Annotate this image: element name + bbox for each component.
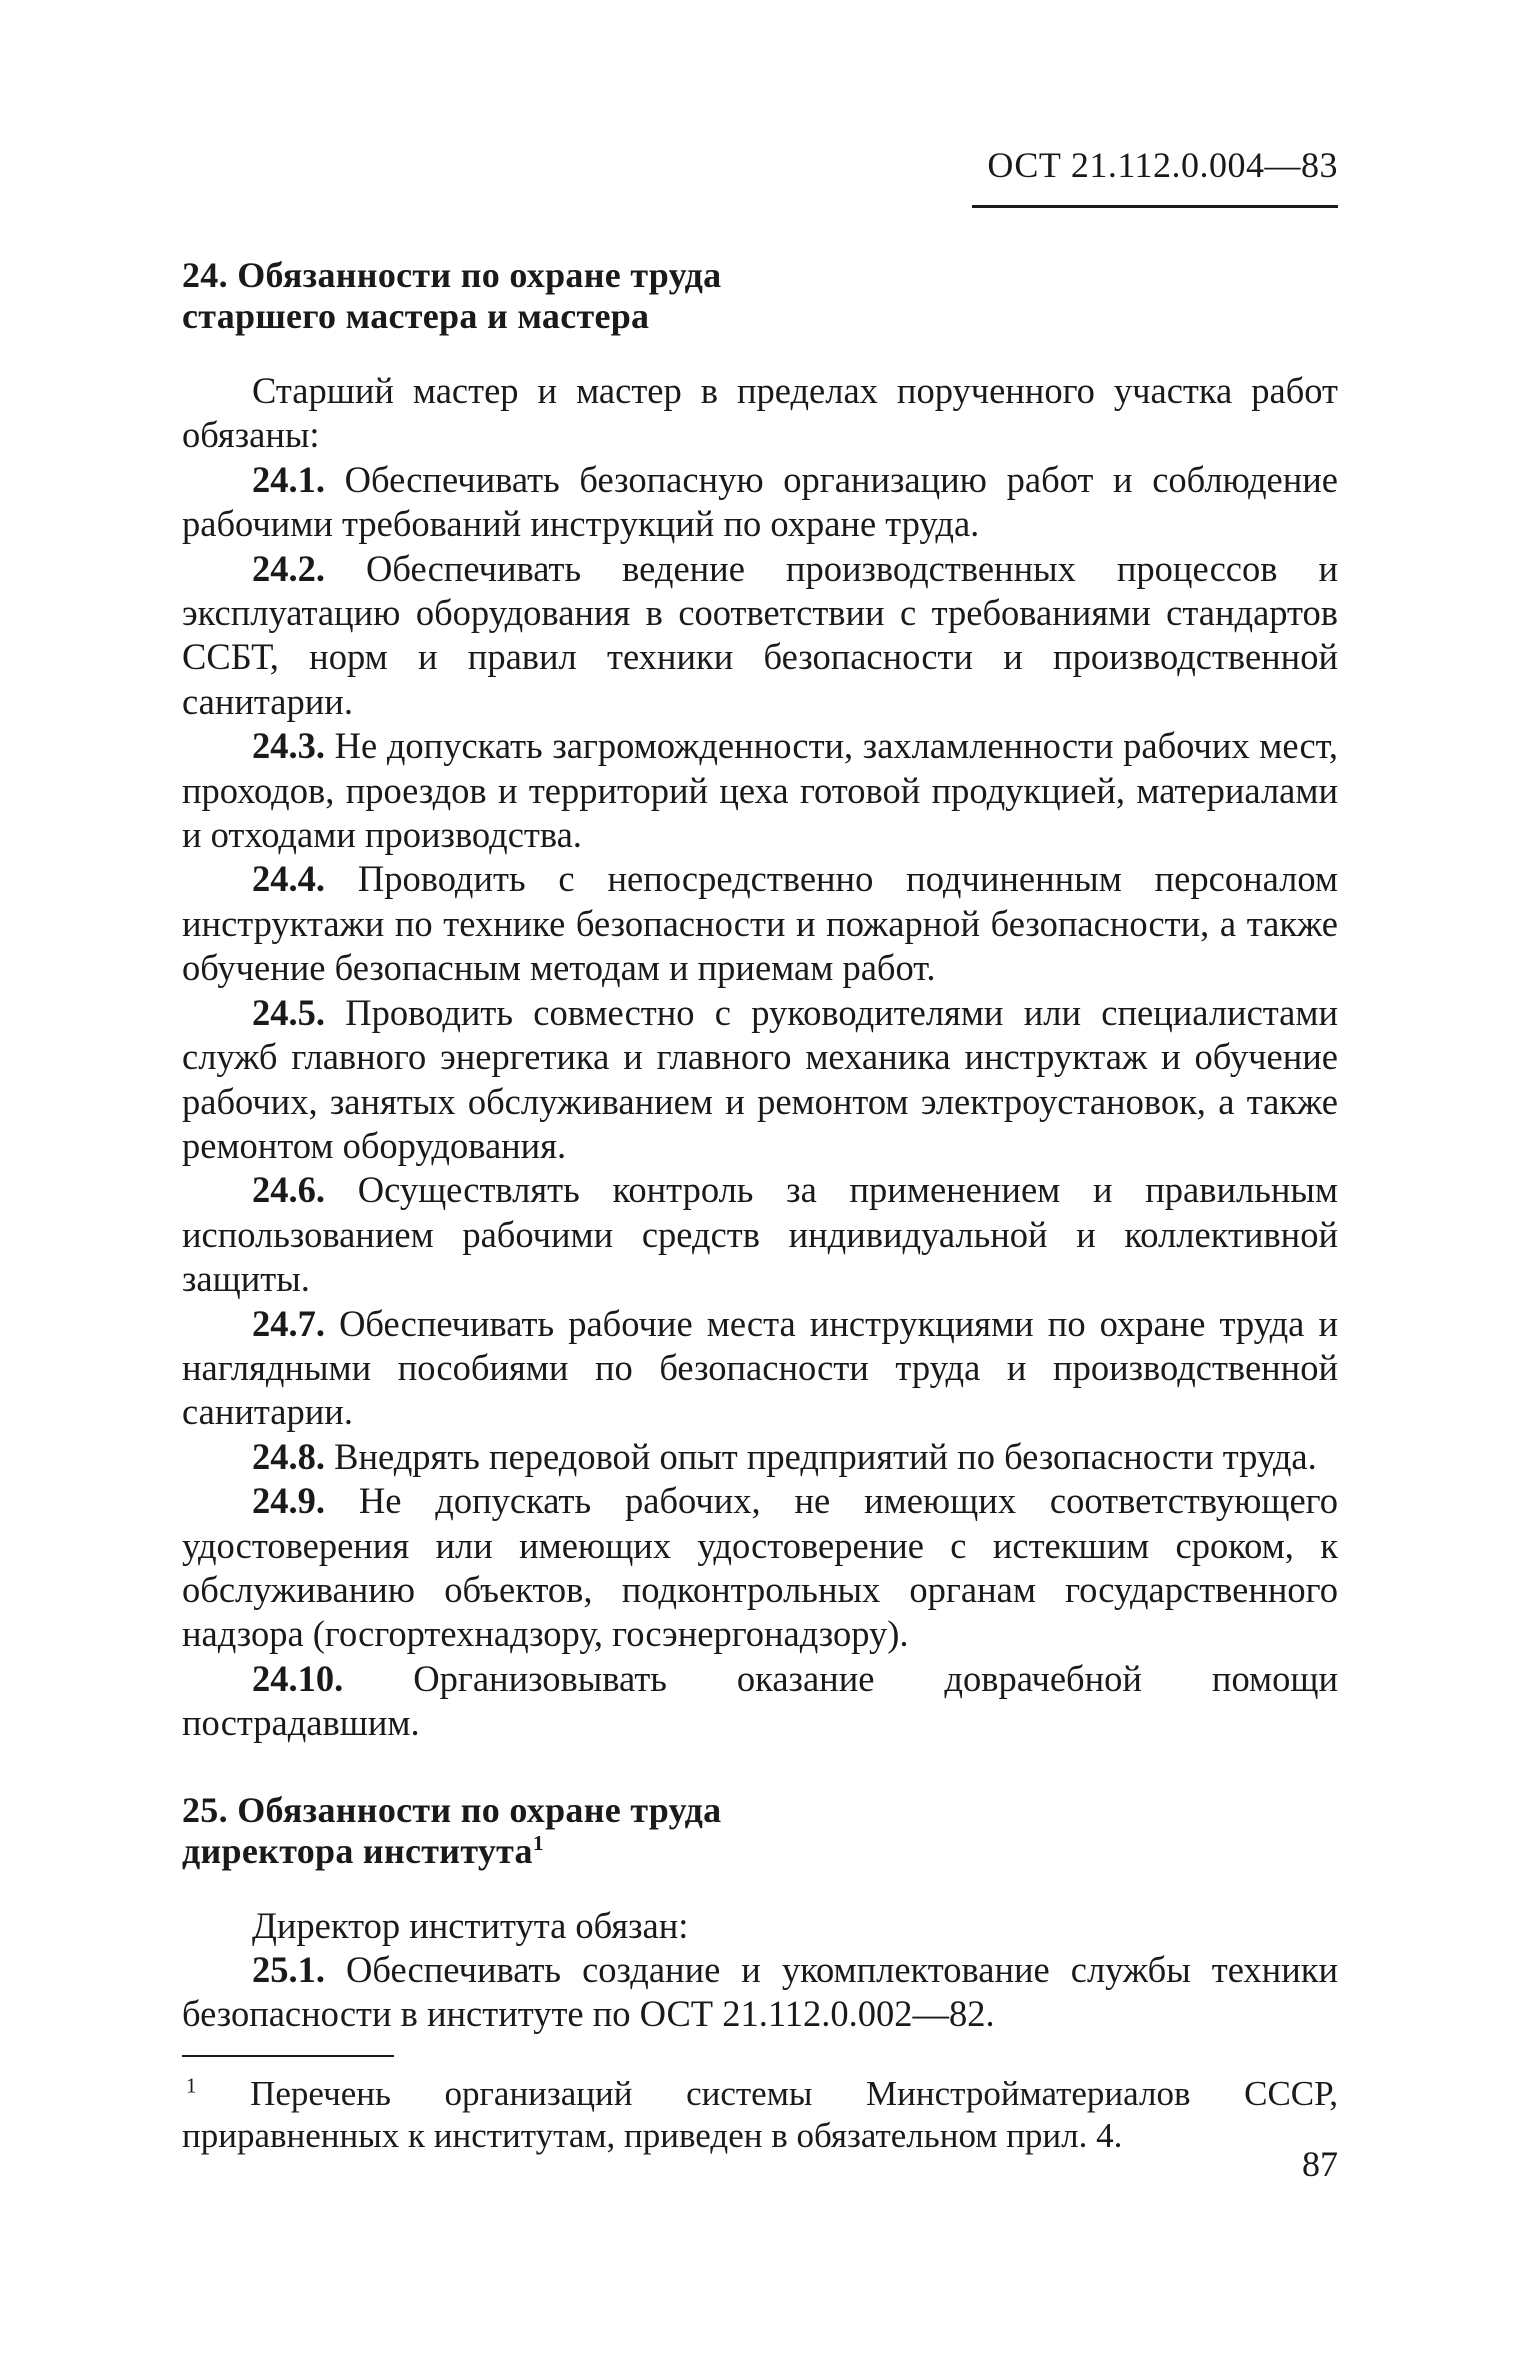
item-number: 24.10. xyxy=(252,1657,344,1699)
item-number: 24.4. xyxy=(252,858,325,900)
section-24-heading-line2: старшего мастера и мастера xyxy=(182,296,650,336)
item-text: Осуществлять контроль за применением и правильным использованием рабочими средств индивидуальной и коллективной защиты. xyxy=(182,1169,1338,1300)
footnote xyxy=(182,2073,1338,2157)
item-24-10 xyxy=(182,1657,1338,1746)
item-24-2 xyxy=(182,547,1338,725)
item-number: 24.3. xyxy=(252,725,325,767)
item-text: Обеспечивать ведение производственных процессов и эксплуатацию оборудования в соответствии с требованиями стандартов ССБТ, норм и правил техники безопасности и производственной санитарии. xyxy=(182,547,1339,722)
item-24-3 xyxy=(182,724,1338,857)
section-24-heading-line1: 24. Обязанности по охране труда xyxy=(182,255,722,295)
item-text: Не допускать рабочих, не имеющих соответствующего удостоверения или имеющих удостоверение с истекшим сроком, к обслуживанию объектов, подконтрольных органам государственного надзора (госгортехнадзору, госэнергонадзору). xyxy=(182,1480,1338,1655)
item-24-7 xyxy=(182,1302,1338,1435)
section-25-heading-line1: 25. Обязанности по охране труда xyxy=(182,1789,722,1830)
footnote-mark: 1 xyxy=(186,2073,197,2098)
item-24-5 xyxy=(182,991,1338,1169)
item-number: 24.2. xyxy=(252,547,325,589)
item-text: Внедрять передовой опыт предприятий по безопасности труда. xyxy=(334,1435,1317,1477)
item-text: Организовывать оказание доврачебной помощи пострадавшим. xyxy=(182,1657,1338,1744)
document-code: ОСТ 21.112.0.004—83 xyxy=(987,145,1338,185)
item-number: 24.5. xyxy=(252,991,325,1033)
item-text: Обеспечивать безопасную организацию работ и соблюдение рабочими требований инструкций по охране труда. xyxy=(182,458,1339,545)
footnote-rule xyxy=(182,2055,394,2057)
item-number: 24.8. xyxy=(252,1435,325,1477)
item-24-1 xyxy=(182,458,1338,547)
section-25-heading-line2 xyxy=(182,1831,1338,1872)
item-number: 24.9. xyxy=(252,1480,325,1522)
item-24-9 xyxy=(182,1479,1338,1657)
footnote-reference: 1 xyxy=(532,1830,544,1855)
item-text: Проводить совместно с руководителями или специалистами служб главного энергетика и главного механика инструктаж и обучение рабочих, занятых обслуживанием и ремонтом электроустановок, а также ремонтом оборудования. xyxy=(182,991,1338,1166)
item-text: Проводить с непосредственно подчиненным персоналом инструктажи по технике безопасности и пожарной безопасности, а также обучение безопасным методам и приемам работ. xyxy=(182,858,1338,989)
item-25-1 xyxy=(182,1948,1338,2037)
item-number: 24.1. xyxy=(252,458,325,500)
header-rule xyxy=(972,205,1338,208)
item-number: 24.7. xyxy=(252,1302,325,1344)
footnote-text: Перечень организаций системы Минстройматериалов СССР, приравненных к институтам, приведен в обязательном прил. 4. xyxy=(182,2073,1338,2155)
section-25-heading xyxy=(182,1790,1338,1872)
section-25-heading-text: директора института xyxy=(182,1830,533,1871)
item-24-8 xyxy=(182,1435,1338,1479)
section-25-intro: Директор института обязан: xyxy=(252,1904,689,1946)
item-24-4 xyxy=(182,857,1338,990)
item-text: Обеспечивать создание и укомплектование службы техники безопасности в институте по ОСТ 21.112.0.002—82. xyxy=(182,1949,1338,2035)
item-24-6 xyxy=(182,1168,1338,1301)
section-24-heading xyxy=(182,255,1338,337)
item-text: Не допускать загроможденности, захламленности рабочих мест, проходов, проездов и территорий цеха готовой продукцией, материалами и отходами производства. xyxy=(182,725,1338,856)
page-number: 87 xyxy=(1302,2144,1338,2184)
item-number: 25.1. xyxy=(252,1949,325,1990)
item-number: 24.6. xyxy=(252,1169,325,1211)
section-24-intro: Старший мастер и мастер в пределах порученного участка работ обязаны: xyxy=(182,370,1338,456)
item-text: Обеспечивать рабочие места инструкциями по охране труда и наглядными пособиями по безопасности труда и производственной санитарии. xyxy=(182,1302,1338,1433)
page-content xyxy=(182,255,1338,2157)
